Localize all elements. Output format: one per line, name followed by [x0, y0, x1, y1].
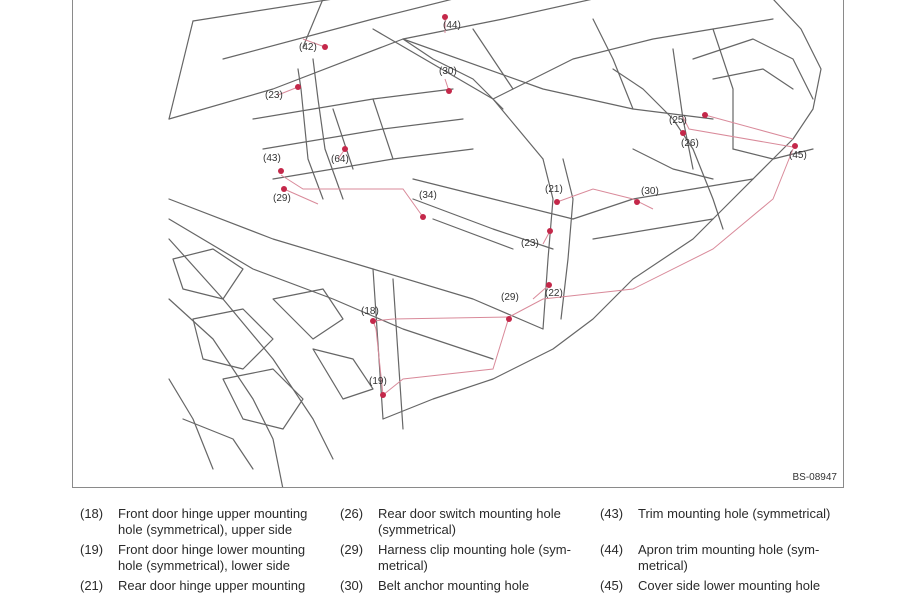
callout-label: (18)	[361, 306, 379, 317]
mounting-point-marker	[295, 84, 301, 90]
callout-label: (19)	[369, 376, 387, 387]
mounting-point-marker	[278, 168, 284, 174]
callout-label: (29)	[273, 193, 291, 204]
legend-text: Apron trim mounting hole (sym-metrical)	[638, 542, 820, 573]
callout-label: (21)	[545, 184, 563, 195]
legend-number: (26)	[340, 506, 364, 521]
mounting-point-marker	[506, 316, 512, 322]
mounting-point-marker	[342, 146, 348, 152]
legend-text: Rear door switch mounting hole (symmetrical)	[378, 506, 561, 537]
legend-number: (18)	[80, 506, 104, 521]
legend-number: (45)	[600, 578, 624, 593]
legend-text: Cover side lower mounting hole	[638, 578, 821, 593]
callout-label: (42)	[299, 42, 317, 53]
mounting-point-marker	[322, 44, 328, 50]
mounting-point-marker	[792, 143, 798, 149]
mounting-point-marker	[370, 318, 376, 324]
mounting-point-marker	[554, 199, 560, 205]
legend-number: (44)	[600, 542, 624, 557]
body-diagram	[72, 0, 844, 488]
mounting-point-marker	[446, 88, 452, 94]
callout-label: (30)	[641, 186, 659, 197]
mounting-point-marker	[380, 392, 386, 398]
legend-text: Trim mounting hole (symmetrical)	[638, 506, 831, 521]
legend	[72, 506, 862, 596]
callout-label: (34)	[419, 190, 437, 201]
mounting-point-marker	[547, 228, 553, 234]
callout-label: (64)	[331, 154, 349, 165]
callout-label: (29)	[501, 292, 519, 303]
legend-number: (43)	[600, 506, 624, 521]
legend-text: Harness clip mounting hole (sym-metrical)	[378, 542, 571, 573]
legend-number: (29)	[340, 542, 364, 557]
mounting-point-marker	[702, 112, 708, 118]
callout-label: (44)	[443, 20, 461, 31]
legend-text: Front door hinge upper mounting hole (symmetrical), upper side	[118, 506, 308, 537]
figure-id-label: BS-08947	[792, 472, 837, 483]
legend-number: (19)	[80, 542, 104, 557]
legend-text: Rear door hinge upper mounting	[118, 578, 306, 593]
callout-label: (23)	[521, 238, 539, 249]
callout-label: (45)	[789, 150, 807, 161]
callout-label: (30)	[439, 66, 457, 77]
car-body-linework	[73, 0, 844, 488]
legend-text: Belt anchor mounting hole	[378, 578, 530, 593]
callout-label: (26)	[681, 138, 699, 149]
mounting-point-marker	[634, 199, 640, 205]
callout-label: (23)	[265, 90, 283, 101]
mounting-point-marker	[281, 186, 287, 192]
legend-text: Front door hinge lower mounting hole (symmetrical), lower side	[118, 542, 306, 573]
legend-number: (30)	[340, 578, 364, 593]
callout-label: (25)	[669, 115, 687, 126]
mounting-point-marker	[680, 130, 686, 136]
mounting-point-marker	[420, 214, 426, 220]
legend-number: (21)	[80, 578, 104, 593]
callout-label: (22)	[545, 288, 563, 299]
callout-label: (43)	[263, 153, 281, 164]
